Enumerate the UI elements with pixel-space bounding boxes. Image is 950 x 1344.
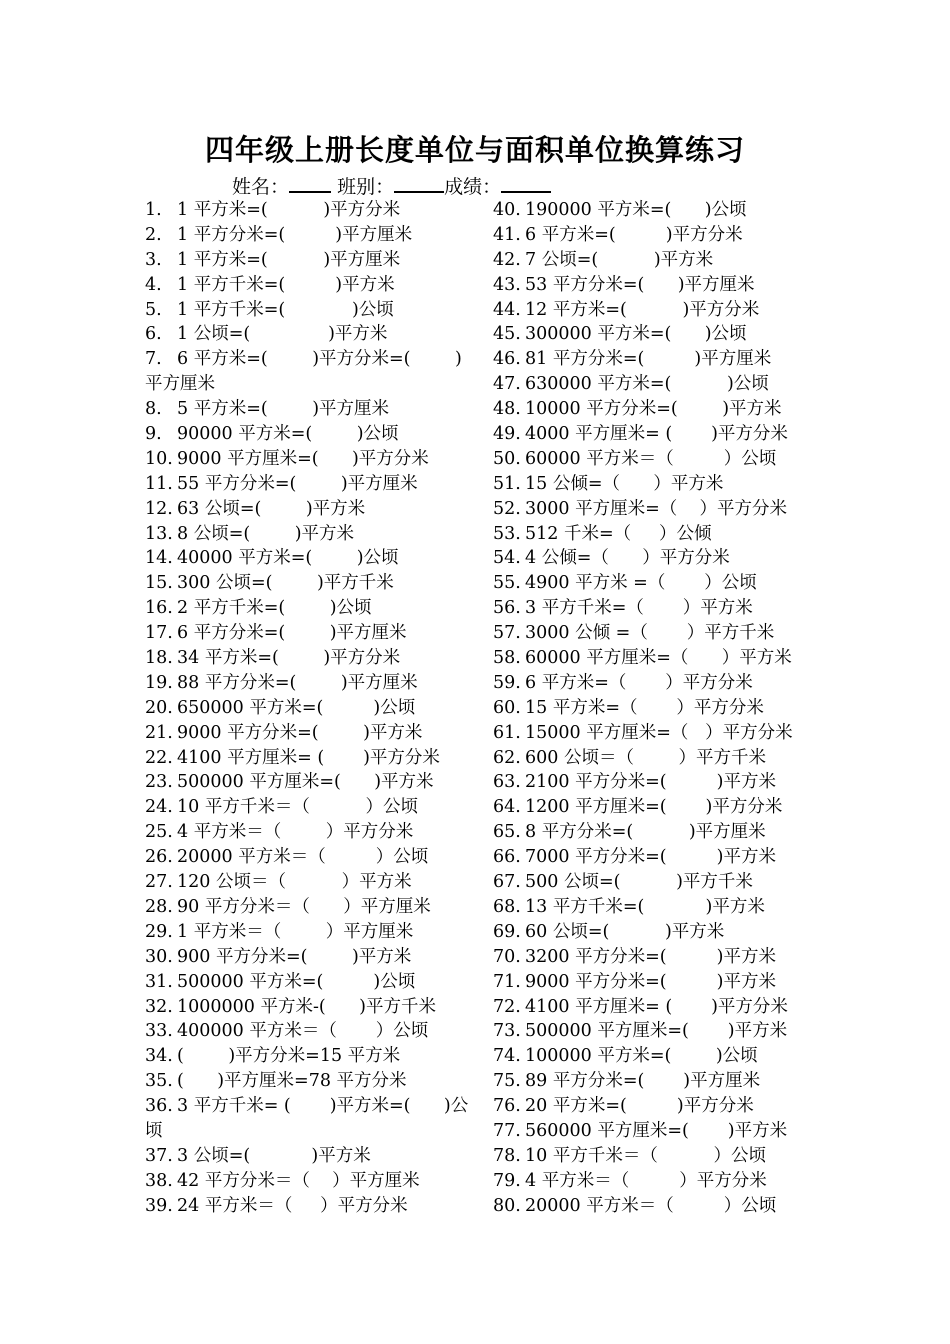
question-text: 3000 公倾 =（ ）平方千米 (525, 623, 775, 644)
question-text: 8 平方分米=( )平方厘米 (525, 822, 766, 843)
question-number: 4. (145, 274, 162, 295)
question-number: 30. (145, 946, 173, 967)
question-text: 89 平方分米=( )平方厘米 (525, 1071, 761, 1092)
question-number: 19. (145, 672, 173, 693)
question-number: 52. (493, 498, 521, 519)
question-text: 4 平方米＝（ ）平方分米 (177, 822, 414, 843)
question-item (145, 273, 465, 298)
question-item (145, 248, 465, 273)
question-text: 6 平方米=( )平方分米=( ) (177, 349, 462, 370)
question-item (145, 447, 465, 472)
question-number: 32. (145, 996, 173, 1017)
question-item (145, 995, 465, 1020)
question-text: 3200 平方分米=( )平方米 (525, 946, 776, 967)
question-item (145, 397, 465, 422)
question-number: 70. (493, 946, 521, 967)
question-number: 35. (145, 1071, 173, 1092)
question-number: 38. (145, 1170, 173, 1191)
name-blank (289, 173, 331, 193)
question-item (493, 596, 808, 621)
question-number: 41. (493, 224, 521, 245)
question-continuation (145, 372, 465, 397)
question-number: 24. (145, 797, 173, 818)
question-text: 55 平方分米=( )平方厘米 (177, 473, 418, 494)
question-number: 72. (493, 996, 521, 1017)
question-text: 12 平方米=( )平方分米 (525, 299, 760, 320)
question-text: 15 平方米=（ ）平方分米 (525, 697, 764, 718)
question-text: 顷 (145, 1120, 163, 1141)
question-item (145, 1144, 465, 1169)
question-number: 66. (493, 847, 521, 868)
question-item (493, 1044, 808, 1069)
question-item (493, 1144, 808, 1169)
question-number: 37. (145, 1145, 173, 1166)
question-number: 68. (493, 896, 521, 917)
question-number: 2. (145, 224, 162, 245)
question-number: 5. (145, 299, 162, 320)
question-item (493, 1069, 808, 1094)
question-item (145, 298, 465, 323)
question-number: 64. (493, 797, 521, 818)
question-item (493, 447, 808, 472)
question-number: 71. (493, 971, 521, 992)
question-text: 3 公顷=( )平方米 (177, 1145, 371, 1166)
question-item (493, 198, 808, 223)
question-text: 90000 平方米=( )公顷 (177, 424, 399, 445)
question-number: 7. (145, 349, 162, 370)
question-number: 27. (145, 872, 173, 893)
question-text: 500 公顷=( )平方千米 (525, 872, 753, 893)
question-number: 78. (493, 1145, 521, 1166)
question-item (493, 795, 808, 820)
question-text: 10 平方千米＝（ ）公顷 (525, 1145, 766, 1166)
question-text: 630000 平方米=( )公顷 (525, 374, 769, 395)
question-item (145, 198, 465, 223)
question-item (493, 372, 808, 397)
question-item (145, 546, 465, 571)
question-item (145, 322, 465, 347)
question-number: 3. (145, 249, 162, 270)
question-number: 67. (493, 872, 521, 893)
question-item (493, 322, 808, 347)
question-number: 57. (493, 623, 521, 644)
question-number: 21. (145, 722, 173, 743)
question-text: 560000 平方厘米=( )平方米 (525, 1120, 788, 1141)
question-number: 10. (145, 448, 173, 469)
question-number: 11. (145, 473, 173, 494)
question-text: 3 平方千米=（ ）平方米 (525, 598, 753, 619)
question-number: 47. (493, 374, 521, 395)
question-number: 80. (493, 1195, 521, 1216)
question-number: 16. (145, 598, 173, 619)
question-number: 65. (493, 822, 521, 843)
question-item (145, 795, 465, 820)
question-text: 15000 平方厘米=（ ）平方分米 (525, 722, 793, 743)
question-item (145, 1019, 465, 1044)
question-number: 62. (493, 747, 521, 768)
left-question-column (145, 198, 469, 1219)
question-number: 56. (493, 598, 521, 619)
question-item (493, 870, 808, 895)
question-item (145, 422, 465, 447)
question-item (145, 1069, 465, 1094)
question-text: 10000 平方分米=( )平方米 (525, 399, 782, 420)
question-text: ( )平方厘米=78 平方分米 (177, 1071, 407, 1092)
question-continuation (145, 1119, 465, 1144)
question-item (493, 970, 808, 995)
question-number: 44. (493, 299, 521, 320)
question-text: 2100 平方分米=( )平方米 (525, 772, 776, 793)
question-item (145, 721, 465, 746)
question-text: 7 公顷=( )平方米 (525, 249, 714, 270)
question-number: 28. (145, 896, 173, 917)
question-text: 5 平方米=( )平方厘米 (177, 399, 390, 420)
question-item (493, 273, 808, 298)
question-item (145, 1169, 465, 1194)
question-item (145, 770, 465, 795)
question-text: 512 千米=（ ）公倾 (525, 523, 712, 544)
question-text: 34 平方米=( )平方分米 (177, 648, 401, 669)
question-item (493, 497, 808, 522)
question-text: 1200 平方厘米=( )平方分米 (525, 797, 783, 818)
question-number: 22. (145, 747, 173, 768)
question-item (493, 820, 808, 845)
question-text: 1000000 平方米-( )平方千米 (177, 996, 436, 1017)
question-text: 120 公顷＝（ ）平方米 (177, 872, 412, 893)
question-item (493, 646, 808, 671)
question-text: 60000 平方米＝（ ）公顷 (525, 448, 777, 469)
question-number: 33. (145, 1021, 173, 1042)
question-number: 42. (493, 249, 521, 270)
question-item (493, 397, 808, 422)
question-text: 4 平方米＝（ ）平方分米 (525, 1170, 767, 1191)
question-number: 61. (493, 722, 521, 743)
question-item (145, 621, 465, 646)
question-number: 77. (493, 1120, 521, 1141)
question-text: 6 平方分米=( )平方厘米 (177, 623, 407, 644)
question-number: 60. (493, 697, 521, 718)
question-text: 6 平方米=( )平方分米 (525, 224, 743, 245)
question-item (493, 746, 808, 771)
question-number: 74. (493, 1046, 521, 1067)
question-number: 46. (493, 349, 521, 370)
score-blank (501, 173, 551, 193)
score-label: 成绩： (444, 176, 502, 198)
question-text: 60 公顷=( )平方米 (525, 921, 725, 942)
question-number: 53. (493, 523, 521, 544)
question-number: 55. (493, 573, 521, 594)
question-item (493, 770, 808, 795)
question-number: 58. (493, 648, 521, 669)
question-item (493, 223, 808, 248)
class-blank (394, 173, 444, 193)
question-item (493, 995, 808, 1020)
question-item (145, 497, 465, 522)
question-text: 20 平方米=( )平方分米 (525, 1096, 754, 1117)
question-item (493, 945, 808, 970)
question-number: 34. (145, 1046, 173, 1067)
question-number: 26. (145, 847, 173, 868)
question-number: 31. (145, 971, 173, 992)
question-number: 23. (145, 772, 173, 793)
question-text: 4 公倾=（ ）平方分米 (525, 548, 730, 569)
question-item (145, 571, 465, 596)
question-number: 36. (145, 1096, 173, 1117)
question-text: 63 公顷=( )平方米 (177, 498, 366, 519)
question-number: 45. (493, 324, 521, 345)
question-text: 4100 平方厘米= ( )平方分米 (177, 747, 440, 768)
question-text: 90 平方分米＝（ ）平方厘米 (177, 896, 431, 917)
question-item (145, 472, 465, 497)
question-number: 25. (145, 822, 173, 843)
question-text: 400000 平方米＝（ ）公顷 (177, 1021, 429, 1042)
question-item (145, 945, 465, 970)
question-number: 18. (145, 648, 173, 669)
question-number: 6. (145, 324, 162, 345)
question-item (493, 696, 808, 721)
question-number: 29. (145, 921, 173, 942)
question-text: 13 平方千米=( )平方米 (525, 896, 765, 917)
question-item (493, 472, 808, 497)
question-item (493, 347, 808, 372)
question-item (493, 1169, 808, 1194)
question-text: 1 平方分米=( )平方厘米 (177, 224, 413, 245)
question-item (145, 1094, 469, 1119)
question-text: 平方厘米 (145, 374, 215, 395)
question-item (493, 721, 808, 746)
question-text: 4900 平方米 =（ ）公顷 (525, 573, 757, 594)
question-text: 650000 平方米=( )公顷 (177, 697, 416, 718)
question-text: 9000 平方厘米=( )平方分米 (177, 448, 429, 469)
question-text: 1 平方米=( )平方厘米 (177, 249, 401, 270)
question-number: 48. (493, 399, 521, 420)
question-number: 75. (493, 1071, 521, 1092)
question-text: 24 平方米＝（ ）平方分米 (177, 1195, 408, 1216)
question-text: 1 平方千米=( )公顷 (177, 299, 394, 320)
question-item (493, 1094, 808, 1119)
question-number: 79. (493, 1170, 521, 1191)
question-item (145, 1194, 465, 1219)
question-item (145, 870, 465, 895)
question-item (145, 970, 465, 995)
question-text: 500000 平方厘米=( )平方米 (177, 772, 434, 793)
question-number: 20. (145, 697, 173, 718)
question-number: 13. (145, 523, 173, 544)
question-item (493, 895, 808, 920)
question-item (493, 1119, 808, 1144)
question-text: 2 平方千米=( )公顷 (177, 598, 372, 619)
question-item (493, 621, 808, 646)
question-text: ( )平方分米=15 平方米 (177, 1046, 401, 1067)
question-number: 59. (493, 672, 521, 693)
student-info-line (232, 172, 551, 199)
question-number: 54. (493, 548, 521, 569)
question-item (145, 820, 465, 845)
question-text: 3 平方千米= ( )平方米=( )公 (177, 1096, 469, 1117)
question-item (493, 422, 808, 447)
question-item (493, 671, 808, 696)
question-item (145, 223, 465, 248)
question-number: 17. (145, 623, 173, 644)
question-text: 88 平方分米=( )平方厘米 (177, 672, 418, 693)
question-item (145, 522, 465, 547)
question-text: 900 平方分米=( )平方米 (177, 946, 412, 967)
question-item (145, 347, 465, 372)
question-item (145, 671, 465, 696)
question-number: 40. (493, 200, 521, 220)
question-number: 8. (145, 399, 162, 420)
question-text: 500000 平方米=( )公顷 (177, 971, 416, 992)
question-text: 10 平方千米＝（ ）公顷 (177, 797, 418, 818)
question-number: 63. (493, 772, 521, 793)
question-number: 69. (493, 921, 521, 942)
right-question-column (493, 198, 808, 1219)
question-text: 4100 平方厘米= ( )平方分米 (525, 996, 788, 1017)
question-item (145, 746, 465, 771)
question-item (493, 920, 808, 945)
question-number: 73. (493, 1021, 521, 1042)
question-item (493, 845, 808, 870)
question-item (145, 596, 465, 621)
question-text: 1 平方米=( )平方分米 (177, 200, 401, 220)
question-text: 1 平方米＝（ ）平方厘米 (177, 921, 414, 942)
question-item (145, 696, 465, 721)
question-number: 15. (145, 573, 173, 594)
question-item (145, 1044, 465, 1069)
question-text: 15 公倾=（ ）平方米 (525, 473, 724, 494)
question-text: 1 平方千米=( )平方米 (177, 274, 395, 295)
question-item (493, 1019, 808, 1044)
question-text: 9000 平方分米=( )平方米 (525, 971, 776, 992)
question-text: 40000 平方米=( )公顷 (177, 548, 399, 569)
question-number: 49. (493, 424, 521, 445)
question-text: 600 公顷＝（ ）平方千米 (525, 747, 766, 768)
question-number: 39. (145, 1195, 173, 1216)
question-number: 12. (145, 498, 173, 519)
question-item (145, 845, 465, 870)
question-text: 20000 平方米＝（ ）公顷 (177, 847, 429, 868)
class-label: 班别： (337, 176, 395, 198)
question-text: 300 公顷=( )平方千米 (177, 573, 394, 594)
question-item (493, 298, 808, 323)
question-item (145, 920, 465, 945)
question-text: 42 平方分米＝（ ）平方厘米 (177, 1170, 420, 1191)
page-title: 四年级上册长度单位与面积单位换算练习 (204, 133, 745, 167)
question-item (493, 546, 808, 571)
question-text: 4000 平方厘米= ( )平方分米 (525, 424, 788, 445)
question-number: 1. (145, 200, 162, 220)
question-text: 53 平方分米=( )平方厘米 (525, 274, 755, 295)
question-text: 500000 平方厘米=( )平方米 (525, 1021, 788, 1042)
name-label: 姓名： (232, 176, 290, 198)
question-text: 8 公顷=( )平方米 (177, 523, 355, 544)
question-text: 1 公顷=( )平方米 (177, 324, 388, 345)
question-number: 9. (145, 424, 162, 445)
question-item (493, 522, 808, 547)
question-text: 20000 平方米＝（ ）公顷 (525, 1195, 777, 1216)
question-number: 51. (493, 473, 521, 494)
question-text: 81 平方分米=( )平方厘米 (525, 349, 772, 370)
question-item (145, 895, 465, 920)
question-text: 9000 平方分米=( )平方米 (177, 722, 423, 743)
question-item (493, 248, 808, 273)
question-item (145, 646, 465, 671)
question-item (493, 571, 808, 596)
question-text: 3000 平方厘米=（ ）平方分米 (525, 498, 788, 519)
question-number: 76. (493, 1096, 521, 1117)
question-text: 100000 平方米=( )公顷 (525, 1046, 758, 1067)
question-text: 7000 平方分米=( )平方米 (525, 847, 776, 868)
question-text: 300000 平方米=( )公顷 (525, 324, 747, 345)
question-number: 43. (493, 274, 521, 295)
question-text: 6 平方米=（ ）平方分米 (525, 672, 753, 693)
question-text: 190000 平方米=( )公顷 (525, 200, 747, 220)
question-number: 50. (493, 448, 521, 469)
question-item (493, 1194, 808, 1219)
question-number: 14. (145, 548, 173, 569)
question-text: 60000 平方厘米=（ ）平方米 (525, 648, 792, 669)
